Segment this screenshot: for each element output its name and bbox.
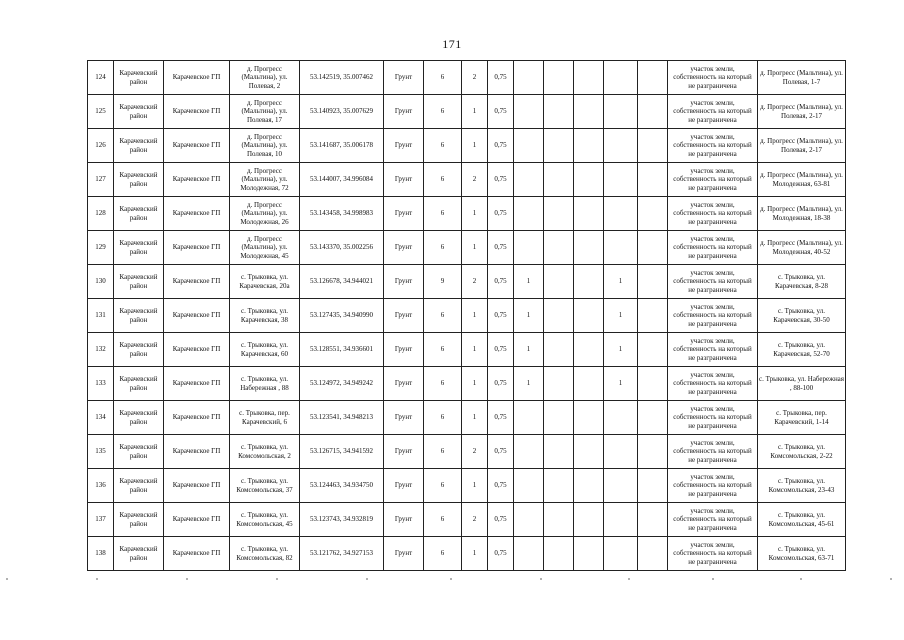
district-cell: Карачевский район [114,197,164,231]
settlement-cell: Карачевское ГП [164,129,230,163]
row-number: 136 [88,469,114,503]
value-cell-5 [544,333,574,367]
service-area-cell: с. Трыковка, ул. Комсомольская, 2-22 [758,435,846,469]
district-cell: Карачевский район [114,129,164,163]
district-cell: Карачевский район [114,503,164,537]
value-cell-4 [514,435,544,469]
value-cell-8 [638,469,668,503]
value-cell-7 [604,61,638,95]
value-cell-1: 6 [424,299,462,333]
service-area-cell: с. Трыковка, ул. Карачевская, 52-70 [758,333,846,367]
table-row [88,435,846,469]
value-cell-5 [544,95,574,129]
surface-cell: Грунт [384,129,424,163]
land-ownership-cell: участок земли, собственность на который не разграничена [668,95,758,129]
value-cell-4 [514,61,544,95]
value-cell-4 [514,163,544,197]
table-row [88,95,846,129]
row-number: 128 [88,197,114,231]
value-cell-3: 0,75 [488,129,514,163]
page-number: 171 [442,37,462,51]
row-number: 135 [88,435,114,469]
address-cell: с. Трыковка, ул. Набережная , 88 [230,367,300,401]
surface-cell: Грунт [384,299,424,333]
row-number: 137 [88,503,114,537]
value-cell-3: 0,75 [488,435,514,469]
value-cell-6 [574,95,604,129]
value-cell-7: 1 [604,367,638,401]
row-number: 132 [88,333,114,367]
settlement-cell: Карачевское ГП [164,95,230,129]
surface-cell: Грунт [384,469,424,503]
value-cell-2: 2 [462,265,488,299]
value-cell-5 [544,265,574,299]
value-cell-7 [604,197,638,231]
value-cell-1: 6 [424,163,462,197]
value-cell-2: 1 [462,197,488,231]
table-row [88,231,846,265]
value-cell-5 [544,299,574,333]
value-cell-7 [604,129,638,163]
address-cell: с. Трыковка, пер. Карачевский, 6 [230,401,300,435]
value-cell-8 [638,197,668,231]
settlement-cell: Карачевское ГП [164,469,230,503]
value-cell-1: 6 [424,503,462,537]
district-cell: Карачевский район [114,401,164,435]
coordinates-cell: 53.128551, 34.936601 [300,333,384,367]
service-area-cell: с. Трыковка, пер. Карачевский, 1-14 [758,401,846,435]
value-cell-4 [514,401,544,435]
value-cell-3: 0,75 [488,333,514,367]
coordinates-cell: 53.123743, 34.932819 [300,503,384,537]
value-cell-6 [574,435,604,469]
value-cell-6 [574,299,604,333]
value-cell-8 [638,367,668,401]
value-cell-6 [574,265,604,299]
value-cell-5 [544,537,574,571]
value-cell-3: 0,75 [488,401,514,435]
value-cell-4 [514,129,544,163]
settlement-cell: Карачевское ГП [164,435,230,469]
address-cell: д. Прогресс (Мальтина), ул. Полевая, 17 [230,95,300,129]
value-cell-1: 6 [424,469,462,503]
value-cell-7 [604,503,638,537]
district-cell: Карачевский район [114,95,164,129]
value-cell-2: 1 [462,231,488,265]
coordinates-cell: 53.124463, 34.934750 [300,469,384,503]
value-cell-3: 0,75 [488,367,514,401]
value-cell-2: 1 [462,333,488,367]
value-cell-6 [574,333,604,367]
scan-edge-dots [0,578,904,584]
value-cell-2: 2 [462,61,488,95]
value-cell-3: 0,75 [488,469,514,503]
value-cell-8 [638,435,668,469]
surface-cell: Грунт [384,333,424,367]
value-cell-3: 0,75 [488,95,514,129]
surface-cell: Грунт [384,367,424,401]
coordinates-cell: 53.123541, 34.948213 [300,401,384,435]
table-row [88,367,846,401]
land-ownership-cell: участок земли, собственность на который не разграничена [668,333,758,367]
surface-cell: Грунт [384,197,424,231]
service-area-cell: д. Прогресс (Мальтина), ул. Молодежная, 63-81 [758,163,846,197]
value-cell-5 [544,401,574,435]
value-cell-3: 0,75 [488,197,514,231]
value-cell-2: 1 [462,469,488,503]
value-cell-6 [574,129,604,163]
address-cell: д. Прогресс (Мальтина), ул. Молодежная, 45 [230,231,300,265]
value-cell-7 [604,435,638,469]
land-ownership-cell: участок земли, собственность на который не разграничена [668,61,758,95]
row-number: 127 [88,163,114,197]
address-cell: с. Трыковка, ул. Комсомольская, 82 [230,537,300,571]
settlement-cell: Карачевское ГП [164,401,230,435]
coordinates-cell: 53.126678, 34.944021 [300,265,384,299]
value-cell-6 [574,469,604,503]
coordinates-cell: 53.140923, 35.007629 [300,95,384,129]
value-cell-4: 1 [514,265,544,299]
value-cell-4 [514,197,544,231]
district-cell: Карачевский район [114,367,164,401]
value-cell-4 [514,537,544,571]
row-number: 124 [88,61,114,95]
row-number: 134 [88,401,114,435]
value-cell-1: 6 [424,129,462,163]
settlement-cell: Карачевское ГП [164,265,230,299]
value-cell-5 [544,129,574,163]
address-cell: с. Трыковка, ул. Комсомольская, 2 [230,435,300,469]
table-row [88,469,846,503]
value-cell-8 [638,299,668,333]
service-area-cell: д. Прогресс (Мальтина), ул. Полевая, 2-17 [758,129,846,163]
value-cell-7: 1 [604,299,638,333]
land-ownership-cell: участок земли, собственность на который не разграничена [668,197,758,231]
value-cell-7: 1 [604,265,638,299]
row-number: 126 [88,129,114,163]
value-cell-1: 6 [424,95,462,129]
value-cell-1: 6 [424,61,462,95]
value-cell-3: 0,75 [488,61,514,95]
settlement-cell: Карачевское ГП [164,197,230,231]
value-cell-5 [544,163,574,197]
settlement-cell: Карачевское ГП [164,333,230,367]
land-ownership-cell: участок земли, собственность на который не разграничена [668,129,758,163]
value-cell-2: 2 [462,435,488,469]
table-row [88,163,846,197]
container-sites-table [87,60,846,571]
value-cell-1: 6 [424,231,462,265]
table-row [88,265,846,299]
land-ownership-cell: участок земли, собственность на который не разграничена [668,469,758,503]
table-row [88,503,846,537]
coordinates-cell: 53.143370, 35.002256 [300,231,384,265]
address-cell: д. Прогресс (Мальтина), ул. Полевая, 2 [230,61,300,95]
value-cell-3: 0,75 [488,503,514,537]
surface-cell: Грунт [384,435,424,469]
value-cell-8 [638,163,668,197]
surface-cell: Грунт [384,61,424,95]
value-cell-4 [514,503,544,537]
land-ownership-cell: участок земли, собственность на который не разграничена [668,265,758,299]
value-cell-4 [514,469,544,503]
row-number: 133 [88,367,114,401]
coordinates-cell: 53.124972, 34.949242 [300,367,384,401]
table-row [88,197,846,231]
value-cell-8 [638,401,668,435]
value-cell-8 [638,129,668,163]
value-cell-2: 1 [462,95,488,129]
address-cell: с. Трыковка, ул. Комсомольская, 45 [230,503,300,537]
table-row [88,537,846,571]
service-area-cell: д. Прогресс (Мальтина), ул. Полевая, 1-7 [758,61,846,95]
service-area-cell: с. Трыковка, ул. Комсомольская, 23-43 [758,469,846,503]
land-ownership-cell: участок земли, собственность на который не разграничена [668,435,758,469]
row-number: 125 [88,95,114,129]
value-cell-6 [574,231,604,265]
value-cell-3: 0,75 [488,163,514,197]
value-cell-5 [544,503,574,537]
service-area-cell: д. Прогресс (Мальтина), ул. Молодежная, 40-52 [758,231,846,265]
value-cell-1: 6 [424,537,462,571]
address-cell: с. Трыковка, ул. Карачевская, 20а [230,265,300,299]
district-cell: Карачевский район [114,435,164,469]
value-cell-1: 9 [424,265,462,299]
district-cell: Карачевский район [114,61,164,95]
value-cell-6 [574,197,604,231]
value-cell-6 [574,61,604,95]
table-row [88,333,846,367]
value-cell-4 [514,231,544,265]
settlement-cell: Карачевское ГП [164,231,230,265]
value-cell-7 [604,95,638,129]
service-area-cell: д. Прогресс (Мальтина), ул. Молодежная, 18-38 [758,197,846,231]
table-row [88,61,846,95]
district-cell: Карачевский район [114,469,164,503]
value-cell-7 [604,231,638,265]
value-cell-4 [514,95,544,129]
land-ownership-cell: участок земли, собственность на который не разграничена [668,231,758,265]
value-cell-3: 0,75 [488,265,514,299]
table-row [88,129,846,163]
district-cell: Карачевский район [114,265,164,299]
value-cell-8 [638,333,668,367]
row-number: 138 [88,537,114,571]
address-cell: с. Трыковка, ул. Комсомольская, 37 [230,469,300,503]
value-cell-3: 0,75 [488,299,514,333]
value-cell-1: 6 [424,197,462,231]
value-cell-2: 2 [462,503,488,537]
surface-cell: Грунт [384,537,424,571]
value-cell-5 [544,231,574,265]
value-cell-6 [574,367,604,401]
value-cell-5 [544,435,574,469]
value-cell-3: 0,75 [488,231,514,265]
district-cell: Карачевский район [114,163,164,197]
value-cell-2: 1 [462,129,488,163]
address-cell: д. Прогресс (Мальтина), ул. Молодежная, 72 [230,163,300,197]
value-cell-4: 1 [514,367,544,401]
value-cell-6 [574,163,604,197]
value-cell-8 [638,265,668,299]
coordinates-cell: 53.126715, 34.941592 [300,435,384,469]
value-cell-2: 1 [462,367,488,401]
value-cell-1: 6 [424,435,462,469]
coordinates-cell: 53.141687, 35.006178 [300,129,384,163]
value-cell-7 [604,163,638,197]
table-row [88,299,846,333]
value-cell-5 [544,61,574,95]
land-ownership-cell: участок земли, собственность на который не разграничена [668,537,758,571]
settlement-cell: Карачевское ГП [164,537,230,571]
row-number: 131 [88,299,114,333]
value-cell-7 [604,469,638,503]
surface-cell: Грунт [384,163,424,197]
value-cell-1: 6 [424,333,462,367]
value-cell-7: 1 [604,333,638,367]
surface-cell: Грунт [384,265,424,299]
settlement-cell: Карачевское ГП [164,367,230,401]
address-cell: д. Прогресс (Мальтина), ул. Молодежная, 26 [230,197,300,231]
value-cell-8 [638,503,668,537]
value-cell-2: 1 [462,401,488,435]
district-cell: Карачевский район [114,231,164,265]
address-cell: с. Трыковка, ул. Карачевская, 38 [230,299,300,333]
table-row [88,401,846,435]
coordinates-cell: 53.127435, 34.940990 [300,299,384,333]
district-cell: Карачевский район [114,537,164,571]
value-cell-8 [638,231,668,265]
settlement-cell: Карачевское ГП [164,163,230,197]
value-cell-1: 6 [424,367,462,401]
district-cell: Карачевский район [114,333,164,367]
surface-cell: Грунт [384,95,424,129]
row-number: 130 [88,265,114,299]
value-cell-5 [544,197,574,231]
address-cell: с. Трыковка, ул. Карачевская, 60 [230,333,300,367]
settlement-cell: Карачевское ГП [164,61,230,95]
settlement-cell: Карачевское ГП [164,503,230,537]
service-area-cell: с. Трыковка, ул. Комсомольская, 45-61 [758,503,846,537]
value-cell-5 [544,367,574,401]
coordinates-cell: 53.142519, 35.007462 [300,61,384,95]
service-area-cell: д. Прогресс (Мальтина), ул. Полевая, 2-17 [758,95,846,129]
land-ownership-cell: участок земли, собственность на который не разграничена [668,163,758,197]
land-ownership-cell: участок земли, собственность на который не разграничена [668,299,758,333]
row-number: 129 [88,231,114,265]
value-cell-4: 1 [514,333,544,367]
land-ownership-cell: участок земли, собственность на который не разграничена [668,367,758,401]
settlement-cell: Карачевское ГП [164,299,230,333]
land-ownership-cell: участок земли, собственность на который не разграничена [668,401,758,435]
service-area-cell: с. Трыковка, ул. Комсомольская, 63-71 [758,537,846,571]
value-cell-7 [604,401,638,435]
coordinates-cell: 53.121762, 34.927153 [300,537,384,571]
service-area-cell: с. Трыковка, ул. Карачевская, 8-28 [758,265,846,299]
value-cell-8 [638,95,668,129]
coordinates-cell: 53.144007, 34.996084 [300,163,384,197]
value-cell-7 [604,537,638,571]
value-cell-8 [638,537,668,571]
surface-cell: Грунт [384,231,424,265]
land-ownership-cell: участок земли, собственность на который не разграничена [668,503,758,537]
value-cell-8 [638,61,668,95]
coordinates-cell: 53.143458, 34.998983 [300,197,384,231]
surface-cell: Грунт [384,401,424,435]
service-area-cell: с. Трыковка, ул. Набережная , 88-100 [758,367,846,401]
service-area-cell: с. Трыковка, ул. Карачевская, 30-50 [758,299,846,333]
address-cell: д. Прогресс (Мальтина), ул. Полевая, 10 [230,129,300,163]
value-cell-3: 0,75 [488,537,514,571]
surface-cell: Грунт [384,503,424,537]
value-cell-6 [574,503,604,537]
value-cell-2: 1 [462,537,488,571]
value-cell-6 [574,537,604,571]
value-cell-1: 6 [424,401,462,435]
value-cell-6 [574,401,604,435]
value-cell-2: 2 [462,163,488,197]
value-cell-5 [544,469,574,503]
value-cell-4: 1 [514,299,544,333]
value-cell-2: 1 [462,299,488,333]
district-cell: Карачевский район [114,299,164,333]
